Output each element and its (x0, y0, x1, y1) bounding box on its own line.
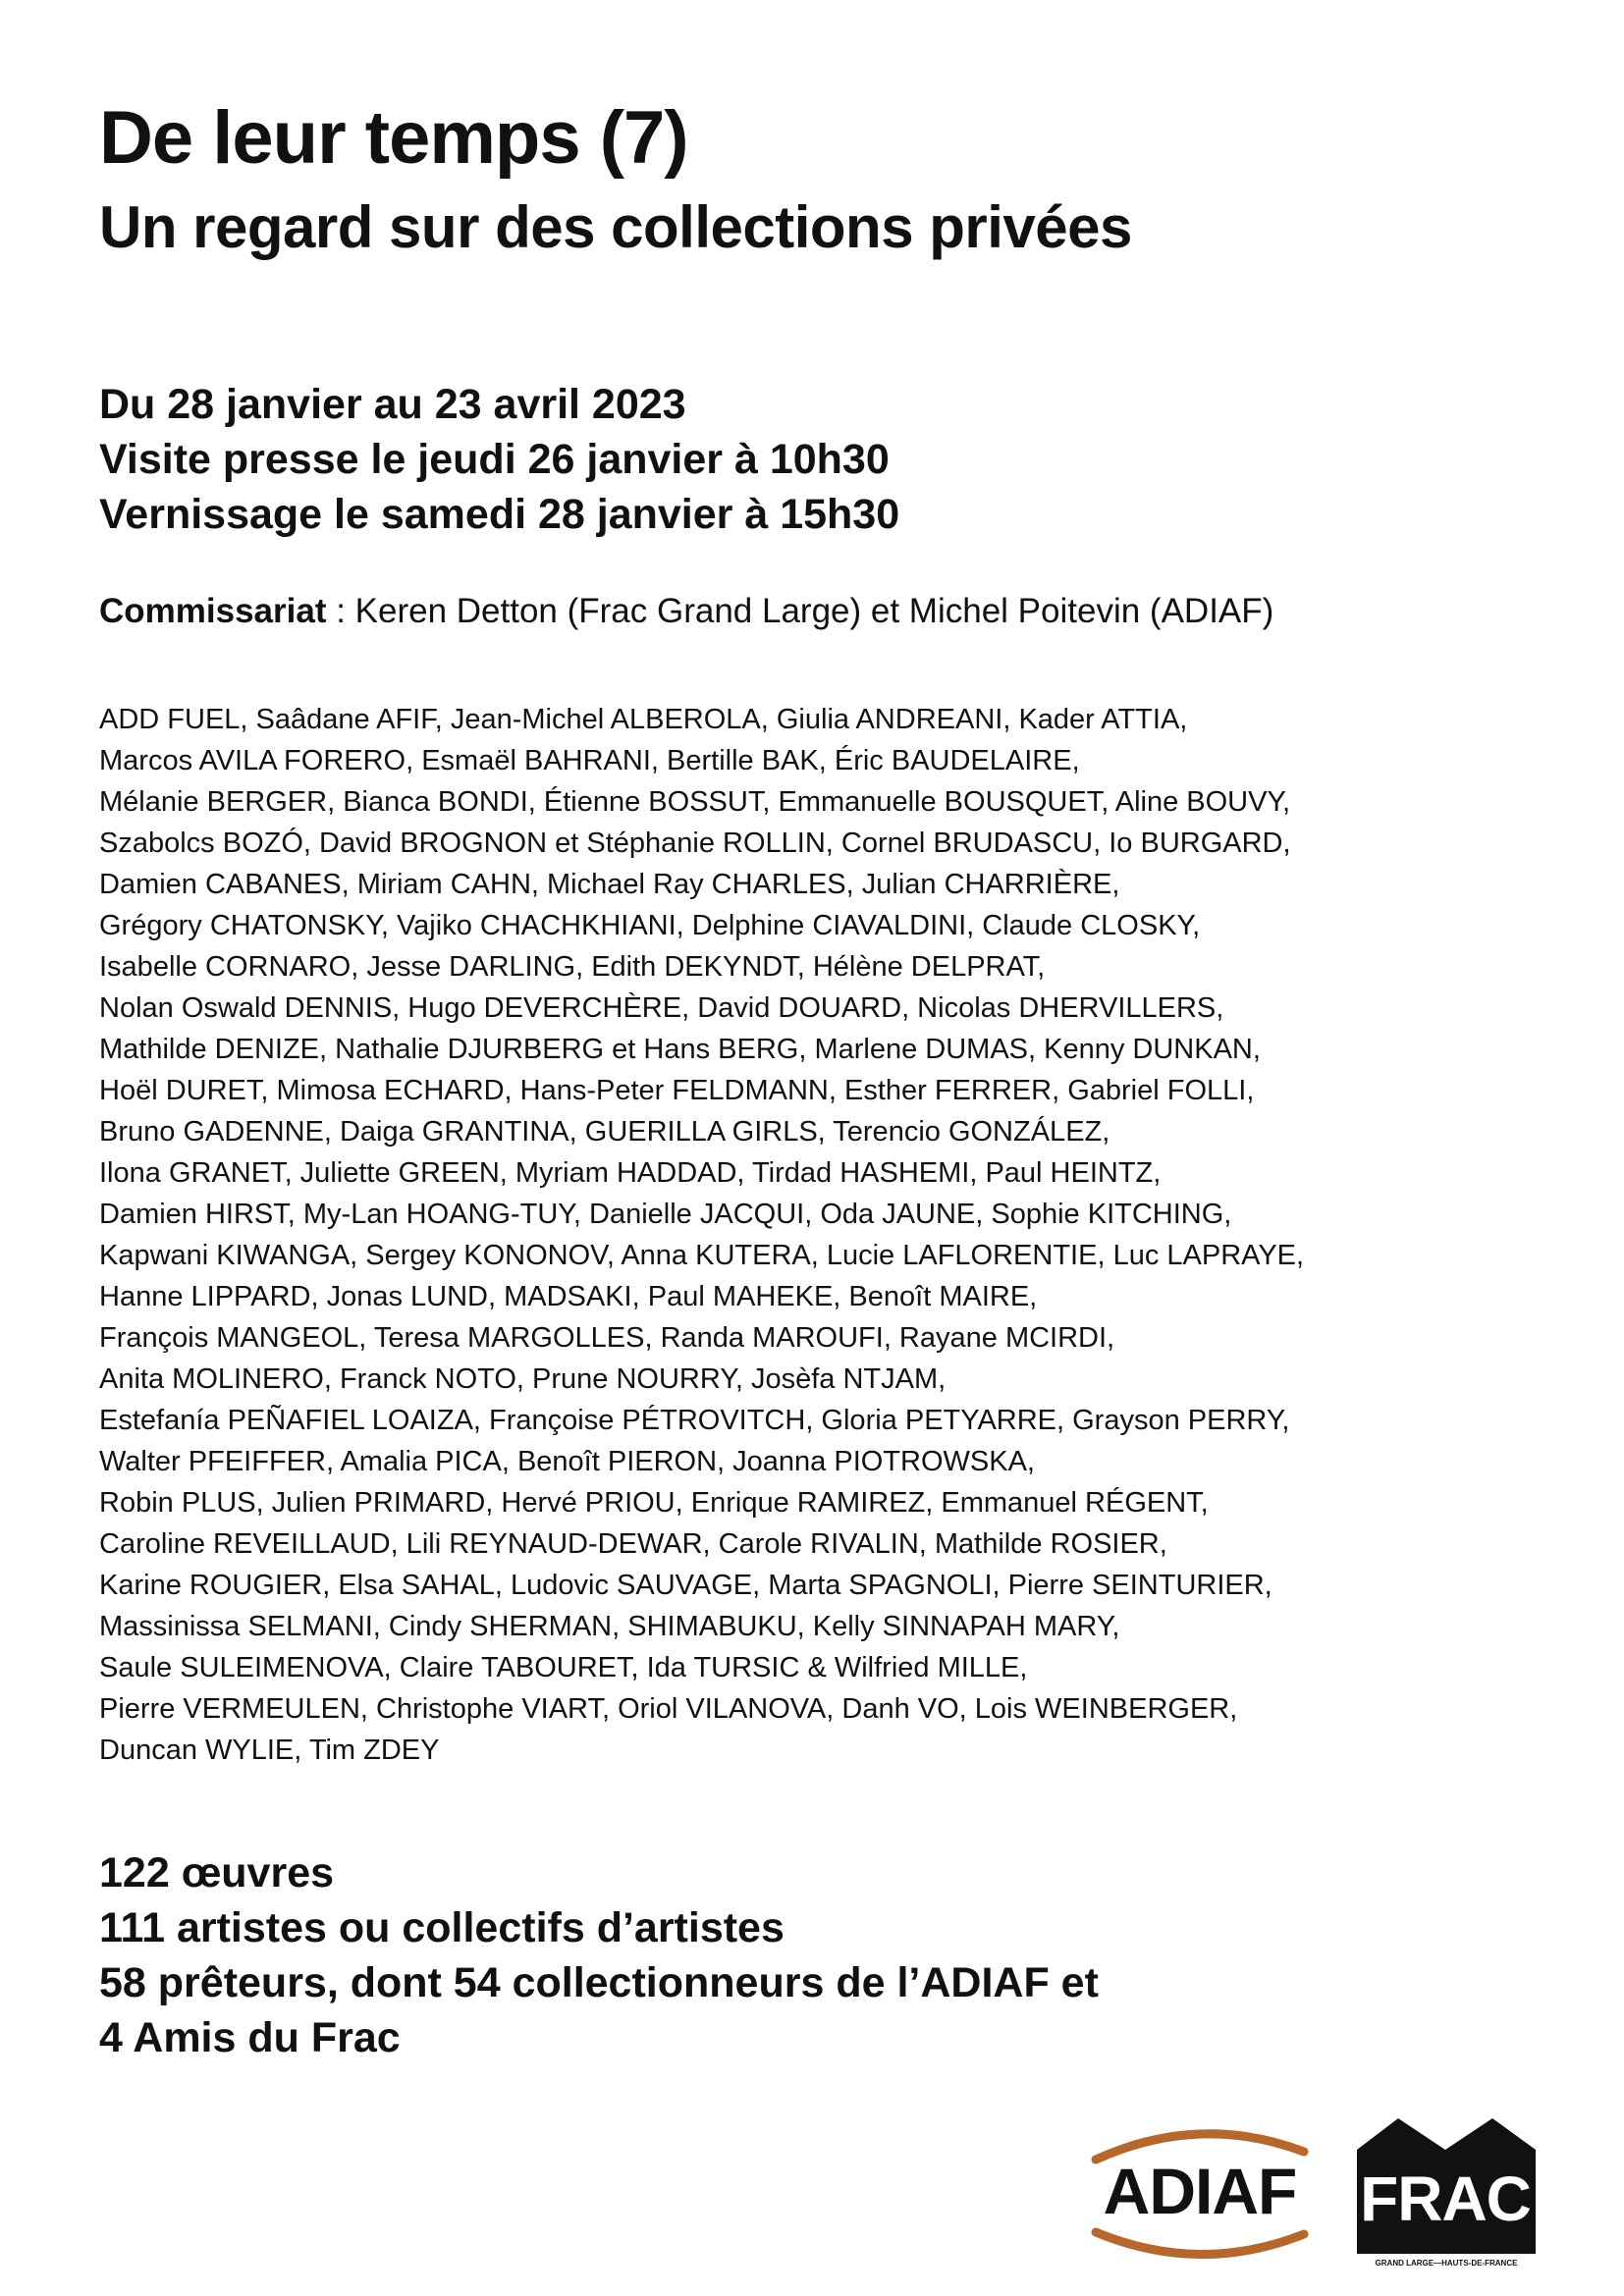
stat-lenders: 58 prêteurs, dont 54 collectionneurs de l’ADIAF et (99, 1959, 1099, 2006)
stat-works: 122 œuvres (99, 1849, 335, 1896)
artist-line: Karine ROUGIER, Elsa SAHAL, Ludovic SAUVAGE, Marta SPAGNOLI, Pierre SEINTURIER, (99, 1570, 1272, 1601)
artist-line: Anita MOLINERO, Franck NOTO, Prune NOURRY, Josèfa NTJAM, (99, 1363, 947, 1395)
artist-line: Caroline REVEILLAUD, Lili REYNAUD-DEWAR, Carole RIVALIN, Mathilde ROSIER, (99, 1528, 1167, 1560)
artist-line: Grégory CHATONSKY, Vajiko CHACHKHIANI, Delphine CIAVALDINI, Claude CLOSKY, (99, 910, 1201, 941)
artist-line: Walter PFEIFFER, Amalia PICA, Benoît PIERON, Joanna PIOTROWSKA, (99, 1446, 1035, 1477)
event-dates (99, 377, 1552, 542)
adiaf-bottom-arc (1096, 2232, 1304, 2255)
artist-line: Mathilde DENIZE, Nathalie DJURBERG et Hans BERG, Marlene DUMAS, Kenny DUNKAN, (99, 1034, 1261, 1065)
artist-list (99, 699, 1572, 1771)
artist-line: Estefanía PEÑAFIEL LOAIZA, Françoise PÉTROVITCH, Gloria PETYARRE, Grayson PERRY, (99, 1405, 1290, 1436)
artist-line: François MANGEOL, Teresa MARGOLLES, Randa MAROUFI, Rayane MCIRDI, (99, 1322, 1115, 1354)
artist-line: Damien HIRST, My-Lan HOANG-TUY, Danielle JACQUI, Oda JAUNE, Sophie KITCHING, (99, 1199, 1232, 1230)
stat-friends: 4 Amis du Frac (99, 2014, 401, 2061)
curator-line (99, 589, 1273, 634)
artist-line: Massinissa SELMANI, Cindy SHERMAN, SHIMABUKU, Kelly SINNAPAH MARY, (99, 1611, 1120, 1642)
artist-line: Nolan Oswald DENNIS, Hugo DEVERCHÈRE, David DOUARD, Nicolas DHERVILLERS, (99, 992, 1224, 1024)
curator-label: Commissariat (99, 592, 327, 630)
exhibition-stats (99, 1845, 1552, 2065)
artist-line: Ilona GRANET, Juliette GREEN, Myriam HADDAD, Tirdad HASHEMI, Paul HEINTZ, (99, 1157, 1162, 1189)
exhibition-dates: Du 28 janvier au 23 avril 2023 (99, 381, 686, 428)
artist-line: Robin PLUS, Julien PRIMARD, Hervé PRIOU, Enrique RAMIREZ, Emmanuel RÉGENT, (99, 1487, 1209, 1519)
artist-line: Marcos AVILA FORERO, Esmaël BAHRANI, Bertille BAK, Éric BAUDELAIRE, (99, 745, 1080, 776)
artist-line: Szabolcs BOZÓ, David BROGNON et Stéphanie ROLLIN, Cornel BRUDASCU, Io BURGARD, (99, 828, 1291, 859)
artist-line: ADD FUEL, Saâdane AFIF, Jean-Michel ALBEROLA, Giulia ANDREANI, Kader ATTIA, (99, 704, 1188, 735)
artist-line: Mélanie BERGER, Bianca BONDI, Étienne BOSSUT, Emmanuelle BOUSQUET, Aline BOUVY, (99, 786, 1291, 818)
stat-artists: 111 artistes ou collectifs d’artistes (99, 1904, 785, 1951)
curator-text: : Keren Detton (Frac Grand Large) et Michel Poitevin (ADIAF) (326, 592, 1274, 630)
frac-logo-subtext: GRAND LARGE—HAUTS-DE-FRANCE (1375, 2259, 1518, 2268)
opening-reception: Vernissage le samedi 28 janvier à 15h30 (99, 491, 900, 538)
page-subtitle: Un regard sur des collections privées (99, 194, 1132, 260)
adiaf-logo-text: ADIAF (1103, 2155, 1297, 2227)
artist-line: Kapwani KIWANGA, Sergey KONONOV, Anna KUTERA, Lucie LAFLORENTIE, Luc LAPRAYE, (99, 1240, 1305, 1271)
frac-logo (1353, 2110, 1540, 2277)
frac-logo-text: FRAC (1360, 2163, 1531, 2234)
page-title: De leur temps (7) (99, 96, 688, 180)
artist-line: Duncan WYLIE, Tim ZDEY (99, 1735, 440, 1766)
artist-line: Hoël DURET, Mimosa ECHARD, Hans-Peter FELDMANN, Esther FERRER, Gabriel FOLLI, (99, 1075, 1255, 1106)
artist-line: Bruno GADENNE, Daiga GRANTINA, GUERILLA GIRLS, Terencio GONZÁLEZ, (99, 1116, 1110, 1148)
artist-line: Saule SULEIMENOVA, Claire TABOURET, Ida TURSIC & Wilfried MILLE, (99, 1652, 1028, 1683)
adiaf-logo (1082, 2118, 1318, 2266)
artist-line: Isabelle CORNARO, Jesse DARLING, Edith DEKYNDT, Hélène DELPRAT, (99, 951, 1046, 983)
artist-line: Damien CABANES, Miriam CAHN, Michael Ray CHARLES, Julian CHARRIÈRE, (99, 869, 1120, 900)
press-visit: Visite presse le jeudi 26 janvier à 10h30 (99, 436, 890, 483)
artist-line: Hanne LIPPARD, Jonas LUND, MADSAKI, Paul MAHEKE, Benoît MAIRE, (99, 1281, 1038, 1312)
artist-line: Pierre VERMEULEN, Christophe VIART, Oriol VILANOVA, Danh VO, Lois WEINBERGER, (99, 1693, 1238, 1725)
